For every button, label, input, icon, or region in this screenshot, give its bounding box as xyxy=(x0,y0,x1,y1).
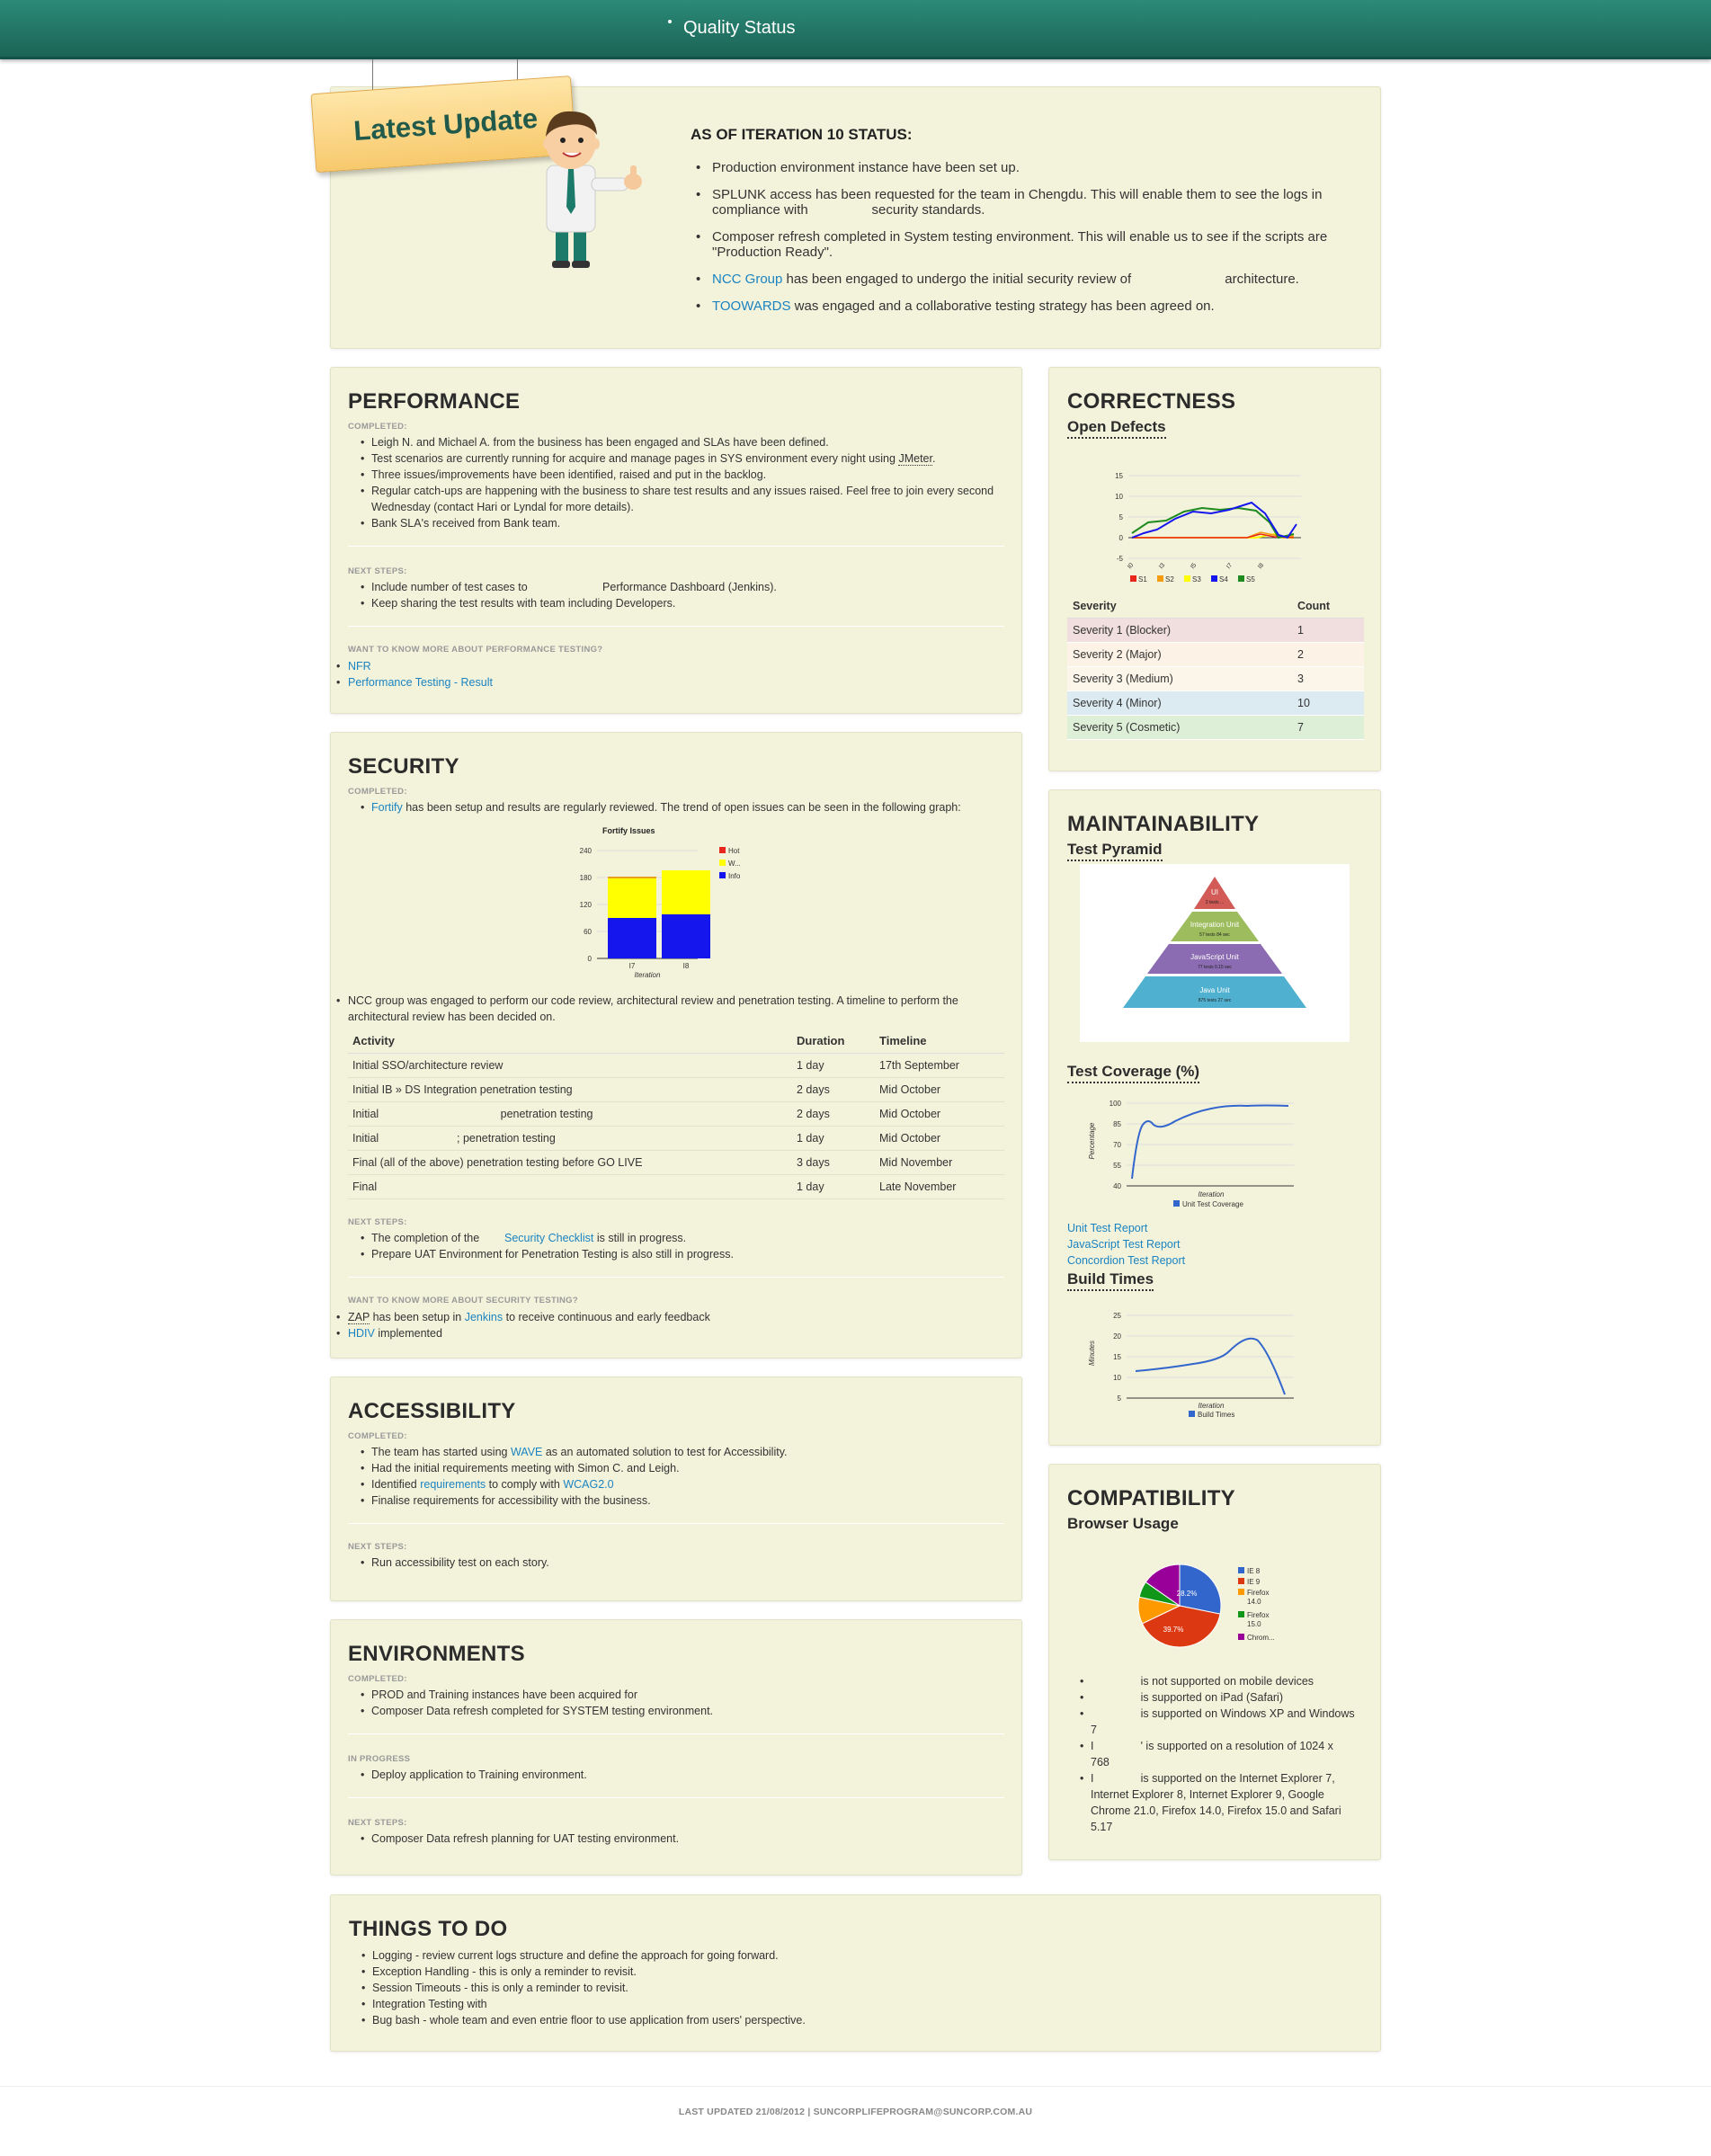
section-title: ACCESSIBILITY xyxy=(348,1399,516,1423)
list-item xyxy=(348,674,1004,690)
pyramid-layer-sub: 875 tests 27 sec xyxy=(1198,998,1232,1003)
pyramid-layer-sub: 57 tests 84 sec xyxy=(1199,932,1230,938)
section-title: THINGS TO DO xyxy=(349,1917,508,1941)
table-row: Initial penetration testing 2 days Mid October xyxy=(348,1102,1004,1127)
bar-i7-hot xyxy=(608,877,656,878)
open-defects-chart xyxy=(1103,458,1319,592)
y-tick: 20 xyxy=(1113,1332,1121,1341)
x-axis-label: Iteration xyxy=(634,971,661,977)
requirements-link[interactable]: requirements xyxy=(420,1478,486,1491)
table-row: Initial SSO/architecture review 1 day 17th September xyxy=(348,1054,1004,1078)
list-item: • SPLUNK access has been requested for the team in Chengdu. This will enable them to see the logs in compliance with security standards. xyxy=(691,187,1365,218)
series-s4-line xyxy=(1132,503,1297,538)
test-pyramid-title: Test Pyramid xyxy=(1067,841,1163,861)
fortify-link[interactable]: Fortify xyxy=(371,801,403,814)
table-row: Severity 3 (Medium) 3 xyxy=(1067,667,1364,691)
list-item: • Finalise requirements for accessibility with the business. xyxy=(348,1492,1004,1509)
y-tick: 55 xyxy=(1113,1162,1121,1170)
performance-result-link[interactable]: Performance Testing - Result xyxy=(348,676,493,689)
list-item: • Test scenarios are currently running for acquire and manage pages in SYS environment every night using JMeter. xyxy=(348,450,1004,467)
pie-data-label: 28.2% xyxy=(1176,1590,1198,1598)
bar-i8-warning xyxy=(662,870,710,914)
list-item: • Leigh N. and Michael A. from the business has been engaged and SLAs have been defined. xyxy=(348,434,1004,450)
section-title: CORRECTNESS xyxy=(1067,389,1236,414)
more-info-label: WANT TO KNOW MORE ABOUT SECURITY TESTING? xyxy=(348,1296,578,1305)
accessibility-panel xyxy=(330,1376,1022,1601)
legend-swatch xyxy=(1189,1411,1195,1417)
completed-label: COMPLETED: xyxy=(348,1431,407,1441)
section-title: COMPATIBILITY xyxy=(1067,1486,1235,1510)
table-header: Duration xyxy=(792,1029,875,1054)
legend-label: Unit Test Coverage xyxy=(1182,1200,1243,1208)
list-item: • I is supported on the Internet Explorer 7, Internet Explorer 8, Internet Explorer 9, Google Chrome 21.0, Firefox 14.0, Firefox 15.0 and Safari 5.17 xyxy=(1067,1770,1355,1835)
legend-label: S1 xyxy=(1138,575,1147,584)
build-times-line xyxy=(1136,1339,1285,1394)
list-item: • Deploy application to Training environment. xyxy=(348,1767,1004,1783)
fortify-issues-chart xyxy=(565,824,780,977)
y-tick: 40 xyxy=(1113,1182,1121,1190)
table-row: Final 1 day Late November xyxy=(348,1175,1004,1199)
completed-label: COMPLETED: xyxy=(348,422,407,432)
footer xyxy=(0,2086,1711,2156)
legend-label: IE 8 xyxy=(1247,1567,1261,1575)
y-tick: 0 xyxy=(1118,534,1123,542)
hdiv-link[interactable]: HDIV xyxy=(348,1327,375,1340)
list-item: • Session Timeouts - this is only a reminder to revisit. xyxy=(349,1980,1338,1996)
legend-swatch xyxy=(1130,575,1136,582)
section-title: MAINTAINABILITY xyxy=(1067,812,1260,836)
list-item: • The team has started using WAVE as an automated solution to test for Accessibility. xyxy=(348,1444,1004,1460)
legend-swatch xyxy=(719,872,726,878)
legend-swatch xyxy=(719,847,726,853)
legend-swatch xyxy=(1238,575,1244,582)
legend-label: W... xyxy=(728,860,741,868)
legend-swatch xyxy=(1211,575,1217,582)
list-item: • Three issues/improvements have been identified, raised and put in the backlog. xyxy=(348,467,1004,483)
browser-usage-title: Browser Usage xyxy=(1067,1515,1179,1532)
legend-label: Firefox xyxy=(1247,1589,1270,1597)
list-item: • The completion of the Security Checklist is still in progress. xyxy=(348,1230,1004,1246)
list-item: • Bug bash - whole team and even entrie floor to use application from users' perspective. xyxy=(349,2012,1338,2028)
correctness-panel xyxy=(1048,367,1381,771)
businessman-thumbs-up-illustration xyxy=(529,101,664,268)
next-steps-label: NEXT STEPS: xyxy=(348,1818,407,1828)
table-row: Severity 5 (Cosmetic) 7 xyxy=(1067,716,1364,740)
legend-swatch xyxy=(1238,1567,1244,1573)
jenkins-link[interactable]: Jenkins xyxy=(464,1311,503,1323)
legend-label: IE 9 xyxy=(1247,1578,1261,1586)
legend-label: Firefox xyxy=(1247,1611,1270,1619)
bar-i8-info xyxy=(662,914,710,958)
list-item: • Run accessibility test on each story. xyxy=(348,1555,1004,1571)
y-tick: 15 xyxy=(1115,472,1123,480)
y-tick: 70 xyxy=(1113,1141,1121,1149)
x-axis-label: Iteration xyxy=(1198,1190,1225,1198)
defects-table xyxy=(1067,594,1364,740)
section-title: ENVIRONMENTS xyxy=(348,1642,525,1666)
legend-swatch xyxy=(1157,575,1163,582)
legend-swatch xyxy=(1238,1611,1244,1617)
y-tick: 100 xyxy=(1109,1100,1121,1108)
coverage-line xyxy=(1132,1106,1288,1180)
in-progress-label: IN PROGRESS xyxy=(348,1754,411,1764)
nfr-link[interactable]: NFR xyxy=(348,660,371,673)
legend-swatch xyxy=(1184,575,1190,582)
legend-swatch xyxy=(1238,1634,1244,1640)
next-steps-label: NEXT STEPS: xyxy=(348,1217,407,1227)
y-tick: 25 xyxy=(1113,1312,1121,1320)
x-tick: I5 xyxy=(1190,562,1199,571)
latest-update-list xyxy=(691,160,1365,325)
y-axis-label: Minutes xyxy=(1088,1340,1096,1367)
completed-label: COMPLETED: xyxy=(348,1674,407,1684)
zap-abbr: ZAP xyxy=(348,1311,370,1323)
list-item: • is supported on Windows XP and Windows 7 xyxy=(1067,1706,1355,1738)
list-item: • Composer Data refresh completed for SYSTEM testing environment. xyxy=(348,1703,1004,1719)
list-item: • Include number of test cases to Performance Dashboard (Jenkins). xyxy=(348,579,1004,595)
javascript-test-report-link[interactable]: JavaScript Test Report xyxy=(1067,1238,1181,1251)
more-info-label: WANT TO KNOW MORE ABOUT PERFORMANCE TESTING? xyxy=(348,645,603,655)
legend-label: S5 xyxy=(1246,575,1255,584)
section-title: SECURITY xyxy=(348,754,459,779)
concordion-test-report-link[interactable]: Concordion Test Report xyxy=(1067,1254,1186,1267)
test-coverage-chart xyxy=(1085,1096,1301,1213)
list-item: • Logging - review current logs structure and define the approach for going forward. xyxy=(349,1947,1338,1964)
table-row: Severity 1 (Blocker) 1 xyxy=(1067,619,1364,643)
table-header: Activity xyxy=(348,1029,792,1054)
footer-text: LAST UPDATED 21/08/2012 | SUNCORPLIFEPROGRAM@SUNCORP.COM.AU xyxy=(678,2107,1033,2117)
wave-link[interactable]: WAVE xyxy=(510,1446,543,1458)
legend-swatch xyxy=(1238,1589,1244,1595)
list-item: • Exception Handling - this is only a reminder to revisit. xyxy=(349,1964,1338,1980)
y-axis-label: Percentage xyxy=(1088,1122,1096,1160)
completed-label: COMPLETED: xyxy=(348,787,407,797)
list-item: • PROD and Training instances have been acquired for xyxy=(348,1687,1004,1703)
y-tick: 15 xyxy=(1113,1353,1121,1361)
browser-usage-pie-chart xyxy=(1130,1556,1310,1655)
y-tick: 85 xyxy=(1113,1120,1121,1128)
security-checklist-link[interactable]: Security Checklist xyxy=(504,1232,594,1244)
y-tick: 180 xyxy=(579,874,592,882)
table-header: Severity xyxy=(1067,594,1292,619)
legend-label: S4 xyxy=(1219,575,1228,584)
legend-label: Chrom... xyxy=(1247,1634,1275,1642)
pyramid-layer-sub: 77 tests 0.15 sec xyxy=(1198,965,1232,970)
list-item: • is not supported on mobile devices xyxy=(1067,1673,1355,1689)
y-tick: 5 xyxy=(1117,1394,1121,1403)
jmeter-abbr: JMeter xyxy=(898,452,932,465)
list-item: • Integration Testing with xyxy=(349,1996,1338,2012)
list-item: • ZAP has been setup in Jenkins to receive continuous and early feedback xyxy=(348,1309,1004,1325)
list-item: • Keep sharing the test results with team including Developers. xyxy=(348,595,1004,611)
bar-i7-warning xyxy=(608,878,656,918)
pyramid-layer-label: Integration Unit xyxy=(1190,921,1240,929)
legend-label: 14.0 xyxy=(1247,1598,1261,1606)
things-to-do-panel xyxy=(330,1894,1381,2052)
list-item: • Bank SLA's received from Bank team. xyxy=(348,515,1004,531)
build-times-title: Build Times xyxy=(1067,1270,1154,1291)
pie-data-label: 39.7% xyxy=(1163,1626,1184,1634)
y-tick: 120 xyxy=(579,901,592,909)
list-item: • Fortify has been setup and results are regularly reviewed. The trend of open issues can be seen in the following graph: xyxy=(348,799,1004,815)
legend-label: 15.0 xyxy=(1247,1620,1261,1628)
legend-label: S3 xyxy=(1192,575,1201,584)
table-row: Severity 4 (Minor) 10 xyxy=(1067,691,1364,716)
compatibility-panel xyxy=(1048,1464,1381,1860)
pyramid-layer-label: UI xyxy=(1211,888,1218,896)
y-tick: -5 xyxy=(1116,555,1123,563)
security-timeline-table xyxy=(348,1029,1004,1199)
list-item: • Prepare UAT Environment for Penetration Testing is also still in progress. xyxy=(348,1246,1004,1262)
list-item: • is supported on iPad (Safari) xyxy=(1067,1689,1355,1706)
legend-label: Hot xyxy=(728,847,740,855)
x-tick: I7 xyxy=(1225,562,1234,571)
latest-update-title: AS OF ITERATION 10 STATUS: xyxy=(691,126,913,143)
y-tick: 10 xyxy=(1113,1374,1121,1382)
test-coverage-title: Test Coverage (%) xyxy=(1067,1063,1199,1083)
top-bar xyxy=(0,0,1711,59)
y-tick: 240 xyxy=(579,847,592,855)
test-pyramid-image xyxy=(1080,864,1350,1042)
table-header: Count xyxy=(1292,594,1364,619)
list-item: • Had the initial requirements meeting with Simon C. and Leigh. xyxy=(348,1460,1004,1476)
table-row: Initial IB » DS Integration penetration testing 2 days Mid October xyxy=(348,1078,1004,1102)
performance-panel xyxy=(330,367,1022,714)
toowards-link[interactable]: TOOWARDS xyxy=(712,298,791,314)
build-times-chart xyxy=(1085,1308,1301,1421)
list-item xyxy=(348,658,1004,674)
legend-label: Info xyxy=(728,872,741,880)
x-tick: I7 xyxy=(628,962,636,970)
legend-label: S2 xyxy=(1165,575,1174,584)
legend-swatch xyxy=(719,860,726,866)
y-tick: 60 xyxy=(584,928,592,936)
bar-i7-info xyxy=(608,918,656,958)
x-tick: I8 xyxy=(1257,562,1266,571)
section-title: PERFORMANCE xyxy=(348,389,521,414)
table-row: Severity 2 (Major) 2 xyxy=(1067,643,1364,667)
y-tick: 5 xyxy=(1118,513,1123,521)
pyramid-layer-sub: 2 tests ... xyxy=(1205,900,1225,905)
bullet-icon xyxy=(668,20,672,23)
unit-test-report-link[interactable]: Unit Test Report xyxy=(1067,1222,1148,1234)
pyramid-layer-label: JavaScript Unit xyxy=(1190,953,1239,961)
ncc-group-link[interactable]: NCC Group xyxy=(712,272,783,287)
list-item: • NCC group was engaged to perform our code review, architectural review and penetration testing. A timeline to perform the architectural review has been decided on. xyxy=(348,993,1004,1025)
pyramid-layer-label: Java Unit xyxy=(1199,986,1230,994)
wcag-link[interactable]: WCAG2.0 xyxy=(563,1478,614,1491)
open-defects-title: Open Defects xyxy=(1067,418,1166,439)
environments-panel xyxy=(330,1619,1022,1875)
list-item: • TOOWARDS was engaged and a collaborative testing strategy has been agreed on. xyxy=(691,298,1365,314)
legend-swatch xyxy=(1173,1200,1180,1207)
list-item: • I ' is supported on a resolution of 1024 x 768 xyxy=(1067,1738,1355,1770)
latest-update-label: Latest Update xyxy=(352,102,539,147)
list-item: • HDIV implemented xyxy=(348,1325,1004,1341)
y-tick: 10 xyxy=(1115,493,1123,501)
security-panel xyxy=(330,732,1022,1359)
table-row: Final (all of the above) penetration testing before GO LIVE 3 days Mid November xyxy=(348,1151,1004,1175)
table-header: Timeline xyxy=(875,1029,1004,1054)
x-tick: I0 xyxy=(1127,562,1136,571)
x-axis-label: Iteration xyxy=(1198,1402,1225,1410)
list-item: • Composer refresh completed in System testing environment. This will enable us to see if the scripts are "Production Ready". xyxy=(691,229,1365,260)
list-item: • Identified requirements to comply with WCAG2.0 xyxy=(348,1476,1004,1492)
maintainability-panel xyxy=(1048,789,1381,1446)
chart-title: Fortify Issues xyxy=(602,826,655,835)
legend-label: Build Times xyxy=(1198,1411,1235,1419)
page-title: Quality Status xyxy=(683,18,796,38)
table-row: Initial ; penetration testing 1 day Mid October xyxy=(348,1127,1004,1151)
list-item: • Regular catch-ups are happening with the business to share test results and any issues raised. Feel free to join every second Wednesday (contact Hari or Lyndal for more details). xyxy=(348,483,1004,515)
legend-swatch xyxy=(1238,1578,1244,1584)
list-item: • Production environment instance have been set up. xyxy=(691,160,1365,175)
x-tick: I8 xyxy=(682,962,690,970)
next-steps-label: NEXT STEPS: xyxy=(348,566,407,576)
list-item: • NCC Group has been engaged to undergo the initial security review of architecture. xyxy=(691,272,1365,287)
y-tick: 0 xyxy=(587,955,592,963)
next-steps-label: NEXT STEPS: xyxy=(348,1542,407,1552)
list-item: • Composer Data refresh planning for UAT testing environment. xyxy=(348,1831,1004,1847)
x-tick: I3 xyxy=(1158,562,1167,571)
